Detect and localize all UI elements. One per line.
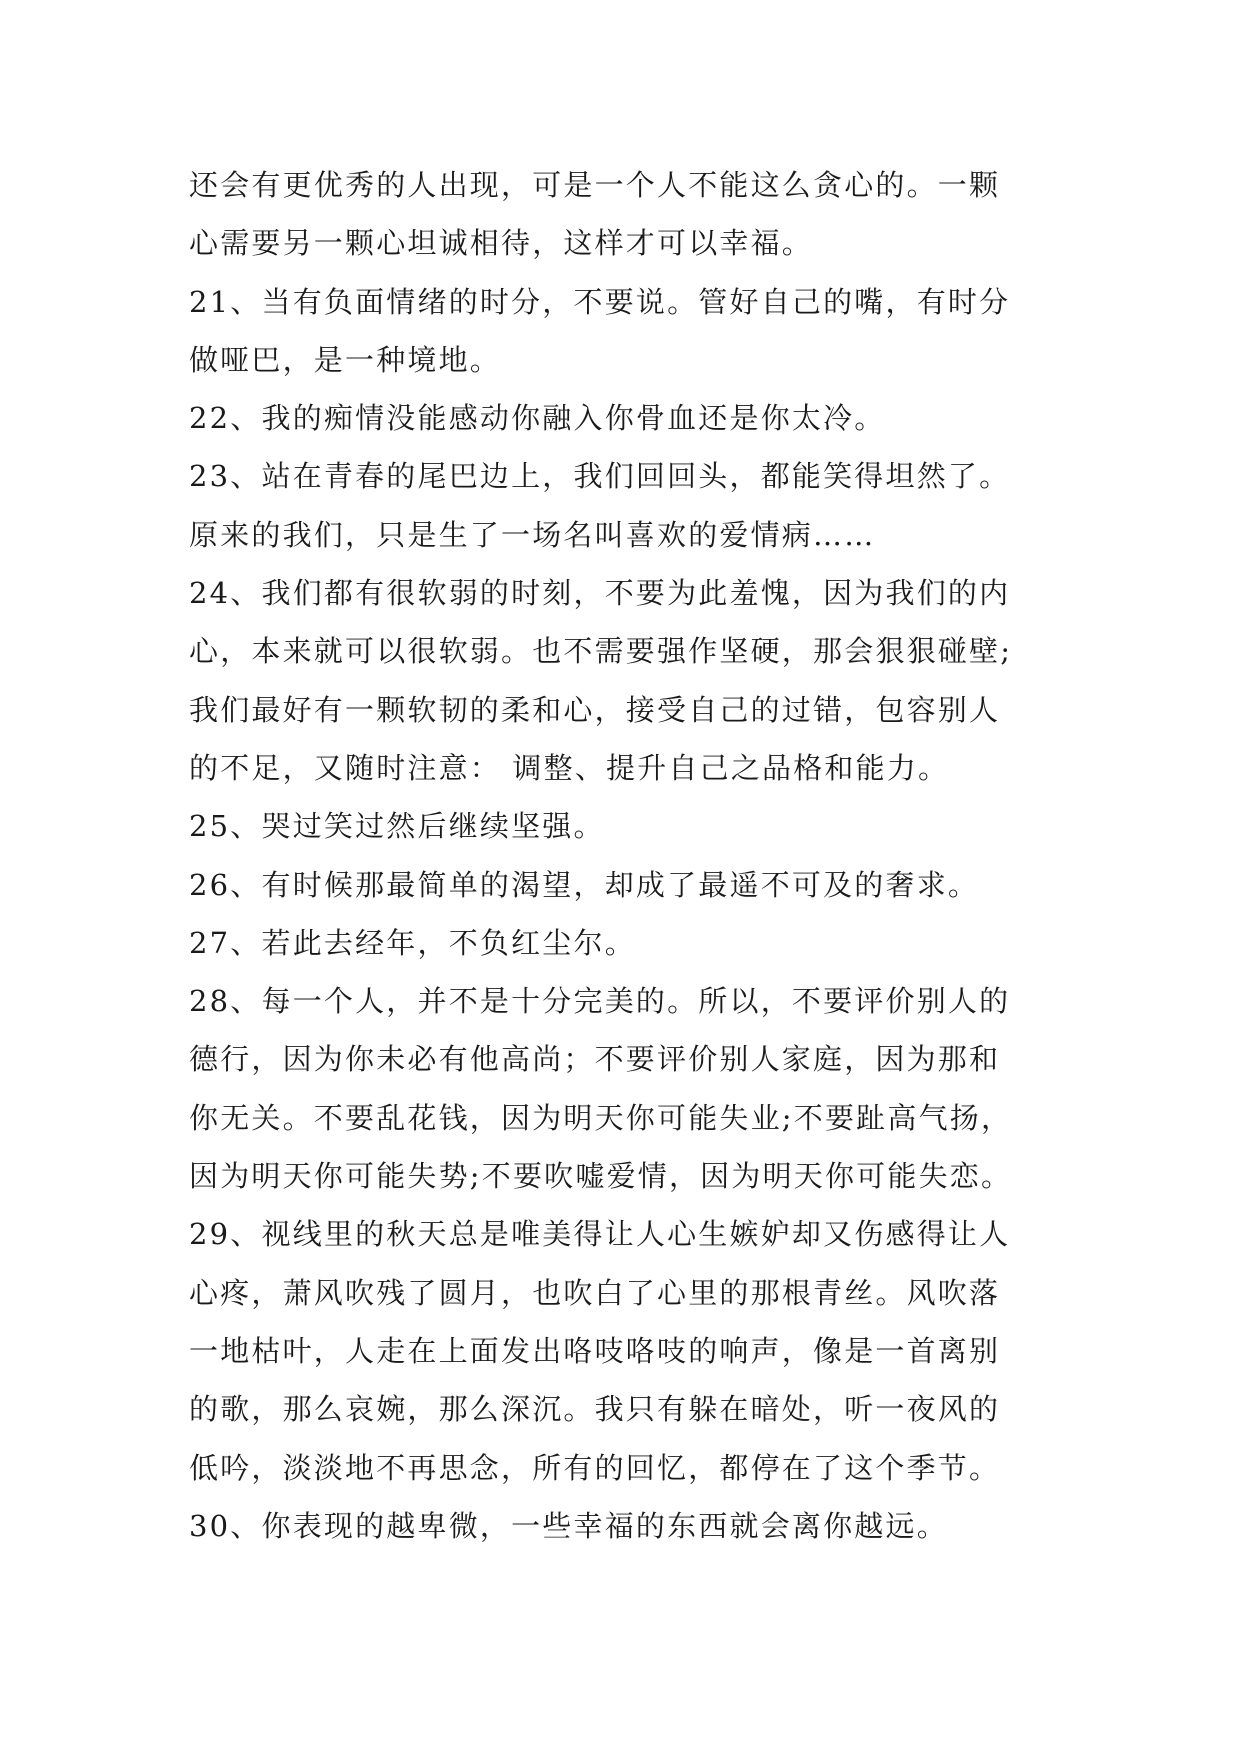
text-line: 你无关。不要乱花钱，因为明天你可能失业;不要趾高气扬， [189, 1100, 1013, 1135]
text-line: 25、哭过笑过然后继续坚强。 [189, 809, 605, 844]
text-line: 的歌，那么哀婉，那么深沉。我只有躲在暗处，听一夜风的 [189, 1392, 1001, 1427]
text-line: 德行，因为你未必有他高尚；不要评价别人家庭，因为那和 [189, 1042, 1001, 1077]
text-line: 心疼，萧风吹残了圆月，也吹白了心里的那根青丝。风吹落 [189, 1275, 1001, 1310]
text-line: 因为明天你可能失势;不要吹嘘爱情，因为明天你可能失恋。 [189, 1159, 1013, 1194]
text-line: 还会有更优秀的人出现，可是一个人不能这么贪心的。一颗 [189, 168, 1001, 202]
text-line: 28、每一个人，并不是十分完美的。所以，不要评价别人的 [189, 984, 1011, 1019]
text-line: 21、当有负面情绪的时分，不要说。管好自己的嘴，有时分 [189, 284, 1011, 319]
text-line: 低吟，淡淡地不再思念，所有的回忆，都停在了这个季节。 [189, 1450, 1001, 1485]
text-line: 26、有时候那最简单的渴望，却成了最遥不可及的奢求。 [189, 867, 980, 902]
text-line: 27、若此去经年，不负红尘尔。 [189, 925, 636, 960]
text-line: 心，本来就可以很软弱。也不需要强作坚硬，那会狠狠碰壁; [189, 634, 1013, 669]
text-line: 心需要另一颗心坦诚相待，这样才可以幸福。 [189, 226, 814, 261]
text-body [189, 156, 1069, 1555]
text-line: 23、站在青春的尾巴边上，我们回回头，都能笑得坦然了。 [189, 459, 1011, 494]
text-line: 29、视线里的秋天总是唯美得让人心生嫉妒却又伤感得让人 [189, 1217, 1011, 1252]
text-line: 我们最好有一颗软韧的柔和心，接受自己的过错，包容别人 [189, 692, 1001, 727]
text-line: 22、我的痴情没能感动你融入你骨血还是你太冷。 [189, 401, 886, 436]
text-line: 24、我们都有很软弱的时刻，不要为此羞愧，因为我们的内 [189, 576, 1011, 611]
text-line: 30、你表现的越卑微，一些幸福的东西就会离你越远。 [189, 1508, 948, 1543]
text-line: 一地枯叶，人走在上面发出咯吱咯吱的响声，像是一首离别 [189, 1333, 1001, 1368]
text-line: 的不足，又随时注意： 调整、提升自己之品格和能力。 [189, 750, 950, 785]
text-line: 做哑巴，是一种境地。 [189, 342, 502, 377]
text-line: 原来的我们，只是生了一场名叫喜欢的爱情病…… [189, 517, 876, 552]
